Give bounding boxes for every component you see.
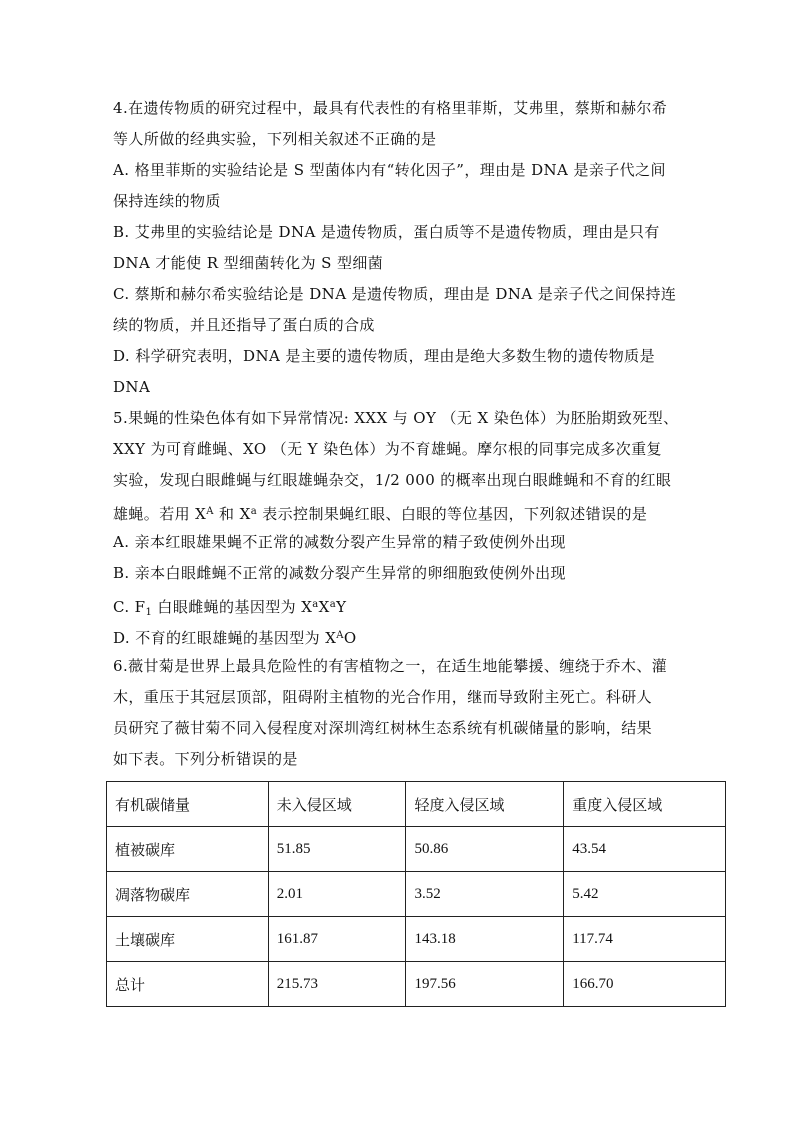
table-header-cell: 未入侵区域 bbox=[268, 782, 406, 827]
q5-stem-line3: 实验，发现白眼雌蝇与红眼雄蝇杂交，1/2 000 的概率出现白眼雌蝇和不育的红眼 bbox=[113, 471, 672, 489]
q5-stem-text: 雄蝇。若用 X bbox=[113, 505, 207, 523]
table-cell: 2.01 bbox=[268, 872, 406, 917]
q5-stem-line4 bbox=[113, 496, 693, 527]
table-cell: 143.18 bbox=[406, 917, 564, 962]
q5-stem-text: 和 X bbox=[213, 505, 251, 523]
option-text: D. 不育的红眼雄蝇的基因型为 X bbox=[113, 629, 337, 647]
table-row bbox=[107, 917, 726, 962]
table-cell: 凋落物碳库 bbox=[107, 872, 269, 917]
q4-option-b-line1: B. 艾弗里的实验结论是 DNA 是遗传物质，蛋白质等不是遗传物质，理由是只有 bbox=[113, 223, 660, 241]
option-text: C. F bbox=[113, 598, 146, 616]
q6-stem-line1: 6.薇甘菊是世界上最具危险性的有害植物之一，在适生地能攀援、缠绕于乔木、灌 bbox=[113, 657, 668, 675]
table-cell: 植被碳库 bbox=[107, 827, 269, 872]
q6-stem-line3: 员研究了薇甘菊不同入侵程度对深圳湾红树林生态系统有机碳储量的影响，结果 bbox=[113, 719, 653, 737]
allele-superscript: a bbox=[329, 599, 337, 610]
q6-stem-line2: 木，重压于其冠层顶部，阻碍附主植物的光合作用，继而导致附主死亡。科研人 bbox=[113, 688, 653, 706]
table-cell: 43.54 bbox=[564, 827, 726, 872]
q4-option-a-line1: A. 格里菲斯的实验结论是 S 型菌体内有“转化因子”，理由是 DNA 是亲子代之间 bbox=[113, 161, 666, 179]
table-cell: 166.70 bbox=[564, 962, 726, 1007]
option-text: X bbox=[318, 598, 330, 616]
table-row bbox=[107, 872, 726, 917]
q4-stem-line2: 等人所做的经典实验，下列相关叙述不正确的是 bbox=[113, 130, 437, 148]
table-row bbox=[107, 962, 726, 1007]
table-cell: 117.74 bbox=[564, 917, 726, 962]
generation-subscript: 1 bbox=[145, 607, 153, 618]
allele-superscript: A bbox=[206, 506, 214, 517]
q6-stem-line4: 如下表。下列分析错误的是 bbox=[113, 750, 298, 768]
q5-option-c bbox=[113, 589, 693, 620]
table-cell: 50.86 bbox=[406, 827, 564, 872]
q5-option-a: A. 亲本红眼雄果蝇不正常的减数分裂产生异常的精子致使例外出现 bbox=[113, 533, 566, 551]
q4-option-d-line1: D. 科学研究表明，DNA 是主要的遗传物质，理由是绝大多数生物的遗传物质是 bbox=[113, 347, 655, 365]
q4-option-b-line2: DNA 才能使 R 型细菌转化为 S 型细菌 bbox=[113, 254, 384, 272]
table-cell: 215.73 bbox=[268, 962, 406, 1007]
carbon-storage-table bbox=[106, 781, 726, 1007]
table-cell: 51.85 bbox=[268, 827, 406, 872]
option-text: 白眼雌蝇的基因型为 X bbox=[152, 598, 313, 616]
option-text: O bbox=[343, 629, 357, 647]
q5-stem-text: 表示控制果蝇红眼、白眼的等位基因，下列叙述错误的是 bbox=[257, 505, 648, 523]
q5-stem-line1: 5.果蝇的性染色体有如下异常情况: XXX 与 OY （无 X 染色体）为胚胎期致死型、 bbox=[113, 409, 679, 427]
table-cell: 5.42 bbox=[564, 872, 726, 917]
q5-stem-line2: XXY 为可育雌蝇、XO （无 Y 染色体）为不育雄蝇。摩尔根的同事完成多次重复 bbox=[113, 440, 662, 458]
table-header-cell: 有机碳储量 bbox=[107, 782, 269, 827]
q4-stem-line1: 4.在遗传物质的研究过程中，最具有代表性的有格里菲斯，艾弗里，蔡斯和赫尔希 bbox=[113, 99, 668, 117]
table-header-cell: 轻度入侵区域 bbox=[406, 782, 564, 827]
option-text: Y bbox=[336, 598, 347, 616]
q4-option-c-line2: 续的物质，并且还指导了蛋白质的合成 bbox=[113, 316, 375, 334]
table-cell: 161.87 bbox=[268, 917, 406, 962]
allele-superscript: A bbox=[336, 630, 344, 641]
table-row bbox=[107, 827, 726, 872]
q5-option-b: B. 亲本白眼雌蝇不正常的减数分裂产生异常的卵细胞致使例外出现 bbox=[113, 564, 566, 582]
table-cell: 197.56 bbox=[406, 962, 564, 1007]
table-header-row bbox=[107, 782, 726, 827]
q4-option-d-line2: DNA bbox=[113, 378, 151, 396]
q5-option-d bbox=[113, 620, 693, 651]
q4-option-a-line2: 保持连续的物质 bbox=[113, 192, 221, 210]
q4-option-c-line1: C. 蔡斯和赫尔希实验结论是 DNA 是遗传物质，理由是 DNA 是亲子代之间保持连 bbox=[113, 285, 677, 303]
question-page bbox=[113, 93, 693, 775]
table-cell: 3.52 bbox=[406, 872, 564, 917]
allele-superscript: a bbox=[312, 599, 319, 610]
table-header-cell: 重度入侵区域 bbox=[564, 782, 726, 827]
table-cell: 土壤碳库 bbox=[107, 917, 269, 962]
allele-superscript: a bbox=[250, 506, 258, 517]
table-cell: 总计 bbox=[107, 962, 269, 1007]
